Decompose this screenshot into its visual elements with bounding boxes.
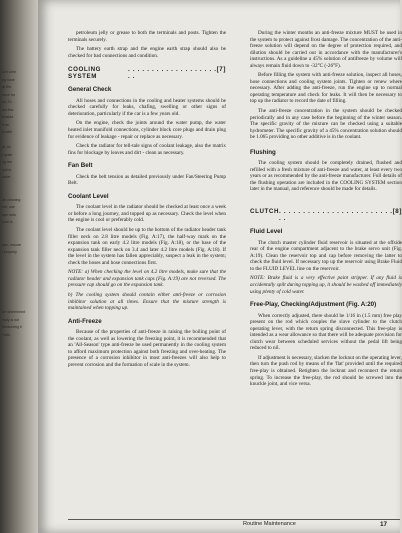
bleed-line: mply is not (2, 317, 20, 322)
free-play-heading: Free-Play, Checking/Adjustment (Fig. A:20) (250, 301, 377, 309)
cooling-system-heading: COOLING SYSTEM . . . . . . . . . . . . . . . . . . . . . [7] (68, 66, 226, 80)
bleed-line: sinside (2, 115, 14, 119)
bleed-line: sure is (2, 220, 13, 224)
bleed-line: ence fro (2, 92, 15, 97)
right-column (250, 30, 402, 391)
bleed-line: er, se (2, 145, 11, 149)
bleed-line: ng hose (2, 77, 15, 82)
left-column (68, 30, 226, 371)
page-number: 17 (380, 521, 388, 528)
clutch-heading: CLUTCH . . . . . . . . . . . . . . . . . . . . . . . . . . [8] (250, 208, 402, 222)
bleed-line: ape onto (2, 212, 16, 217)
footer-rule (68, 519, 400, 520)
coolant-level-paragraph-2: The coolant level should be up to the bottom of the radiator header tank filler neck on 2.8 litre models (Fig. A:17), the half-way mark on the expansion tank on early 4.2 litre models (Fig. A:18), or the base of the expansion tank filler neck on 3.4 and later 4.2 litre models (Fig. A:18). If the level in the system has fallen appreciably, suspect a leak in the system; check the hoses and hose connections first. (68, 227, 226, 266)
brake-fluid-note: NOTE: Brake fluid is a very effective paint stripper. If any fluid is accidentally spilt during topping up, it should be washed off immediately using plenty of cold water. (250, 275, 402, 295)
manual-page (38, 0, 400, 533)
concentration-paragraph: The anti-freeze concentration in the system should be checked periodically and in any case before the beginning of the winter season. The specific gravity of the mixture can be checked using a suitable hydrometer. The specific gravity of a 45% concentration solution should be 1.065 providing no other additive is in the coolant. (250, 108, 402, 141)
anti-freeze-paragraph: Because of the properties of anti-freeze in raising the boiling point of the coolant, as well as lowering the freezing point, it is recommended that an 'All-Season' type anti-freeze be used permanently in the cooling system to afford maximum protection against both freezing and over-heating. The presence of a corrosion inhibitor in most anti-freezes will also help to prevent corrosion and the formation of scale in the system. (68, 329, 226, 368)
general-paragraph-2: On the engine, check the joints around the water pump, the water heated inlet manifold connections, cylinder block core plugs and drain plug for evidence of leakage - repair or replace as necessary. (68, 120, 226, 140)
bleed-line: uch cont (2, 70, 16, 74)
fan-belt-heading: Fan Belt (68, 162, 93, 170)
bleed-line: oil. Fo (2, 100, 12, 104)
coolant-level-heading: Coolant Level (68, 192, 109, 200)
bleed-line: ure tha (2, 107, 14, 112)
bleed-line: he determined (2, 310, 25, 314)
bleed-line: ng lea (2, 160, 12, 164)
free-play-paragraph-1: When correctly adjusted, there should be 1/16 in (1.5 mm) free play present on the rod which couples the slave cylinder to the clutch operating lever, with the return spring disconnected. This free-play is intended as a wear allowance so that there will be adequate provision for clutch wear between scheduled services without the pedal lift being reduced to nil. (250, 312, 402, 352)
bleed-line: sult in (2, 167, 12, 172)
general-paragraph-3: Check the radiator for tell-tale signs of coolant leakage, also the matrix fins for blockage by leaves and dirt - clean as necessary. (68, 143, 226, 156)
flushing-heading: Flushing (250, 148, 276, 156)
anti-freeze-heading: Anti-Freeze (68, 317, 102, 325)
general-paragraph-1: All hoses and connections in the cooling and heater systems should be checked carefully for leaks, chafing, swelling or other signs of deterioration, particularly if the car is a few years old. (68, 97, 226, 117)
intro-paragraph-2: The battery earth strap and the engine earth strap should also be checked for bad connections and condition. (68, 46, 226, 59)
bleed-line: de cleaning (2, 197, 21, 202)
flushing-paragraph: The cooling system should be completely drained, flushed and refilled with a fresh mixture of anti-freeze and water, at least every two years or as recommended by the anti-freeze manufacturer. Full details of the flushing operation are included in the COOLING SYSTEM section later in the manual, and reference should be made for details. (250, 160, 402, 193)
bleed-line: id with (2, 130, 13, 134)
coolant-note-a: NOTE: a) When checking the level on 4.2 litre models, make sure that the radiator header and expansion tank caps (Fig. A:19) are not reversed. The pressure cap should go on the expansion tank. (68, 269, 226, 289)
bleed-line: ir be (2, 122, 9, 127)
bleed-line: measuring it (2, 325, 22, 329)
bleed-line: ent, use (2, 205, 15, 209)
fluid-level-paragraph: The clutch master cylinder fluid reservoir is situated at the offside rear of the engine compartment adjacent to the brake servo unit (Fig. A:19). Clean the reservoir top and cap before removing the latter to check the fluid level. If necessary top up the reservoir using Brake Fluid to the FLUID LEVEL line on the reservoir. (250, 239, 402, 272)
free-play-paragraph-2: If adjustment is necessary, slacken the locknut on the operating lever, then turn the push rod by means of the 'flat' provided until the required free-play is obtained. Retighten the locknut and reconnect the return spring. To increase the free-play, the rod should be screwed into the knuckle joint, and vice versa. (250, 354, 402, 388)
winter-paragraph: During the winter months an anti-freeze mixture MUST be used in the system to protect against frost damage. The concentration of the anti-freeze solution will depend on the degree of protection required, and dilution should be carried out in accordance with the manufacturer's instructions. As a guideline a 45% solution of antifreeze by volume will always remain fluid down to -32°C (-26°F). (250, 30, 402, 69)
bleed-line: dee, ensure (2, 242, 21, 247)
bleed-line: l properly (2, 250, 17, 254)
bleed-line: ar the (2, 85, 12, 89)
bleed-line: l with (2, 332, 11, 337)
fan-belt-paragraph: Check the belt tension as detailed previously under Fan/Steering Pump Belt. (68, 173, 226, 187)
footer-section-title: Routine Maintenance (243, 521, 296, 527)
intro-paragraph-1: petroleum jelly or grease to both the terminals and posts. Tighten the terminals securely. (68, 30, 226, 43)
before-filling-paragraph: Before filling the system with anti-freeze solution, inspect all hoses, hose connections and cooling system joints. Tighten or renew where necessary. After adding the anti-freeze, run the engine up to normal operating temperature and check for leaks. It will then be necessary to top up the radiator to record the date of filling. (250, 72, 402, 105)
coolant-level-paragraph-1: The coolant level in the radiator should be checked at least once a week or before a long journey, and topped up as necessary. Check the level when the engine is cool or preferably cold. (68, 204, 226, 224)
coolant-note-b: b) The cooling system should contain either anti-freeze or corrosion inhibitor solution at all times. Ensure that the mixture strength is maintained when topping up. (68, 291, 226, 312)
general-check-heading: General Check (68, 86, 112, 94)
bleed-line: valve (2, 175, 11, 179)
fluid-level-heading: Fluid Level (250, 228, 283, 236)
bleed-line: t syste (2, 152, 13, 157)
